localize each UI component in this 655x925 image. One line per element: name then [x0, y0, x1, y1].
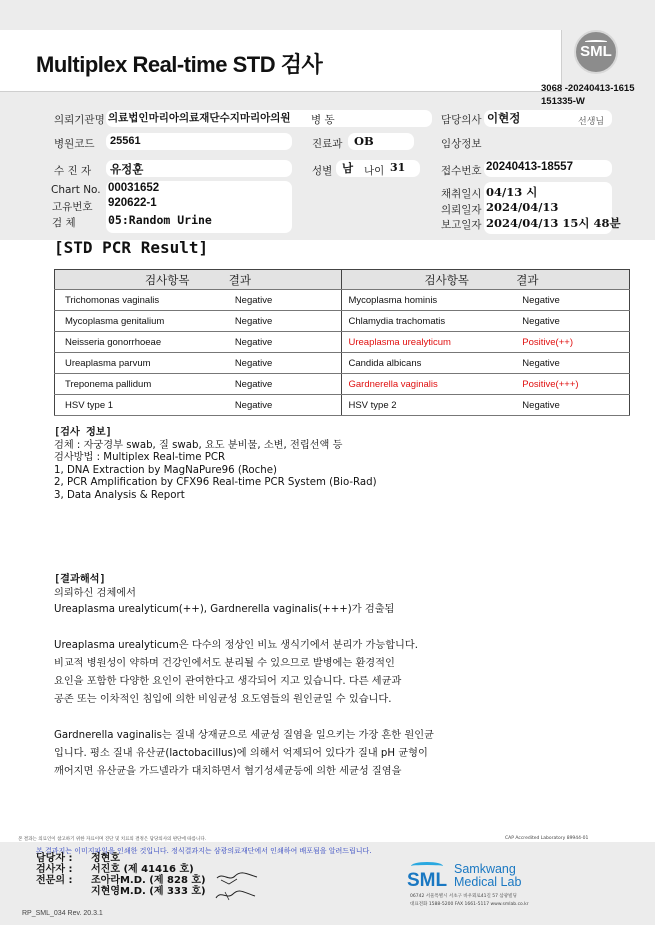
- staff-role: 검사자 :: [36, 864, 73, 875]
- dept-value: OB: [354, 134, 374, 148]
- company-line-2: Medical Lab: [454, 875, 522, 889]
- interpretation-line: 깨어지면 유산균을 가드넬라가 대치하면서 혐기성세균등에 의한 세균성 질염을: [54, 766, 402, 777]
- sml-logo-bottom-icon: [407, 858, 451, 894]
- report-label: 보고일자: [441, 219, 482, 231]
- col-result-left: 결과: [228, 272, 251, 287]
- clinical-info-label: 임상정보: [441, 138, 482, 150]
- address-line-1: 06742 서울특별시 서초구 바우뫼로41길 57 삼광빌딩: [410, 894, 517, 899]
- institution-value: 의료법인마리아의료재단수지마리아의원: [108, 112, 291, 124]
- doctor-suffix: 선생님: [578, 117, 605, 127]
- request-value: 2024/04/13: [486, 200, 559, 214]
- age-label: 나이: [364, 165, 385, 177]
- name-value: 유정훈: [110, 162, 144, 176]
- test-item: Chlamydia trachomatis: [342, 311, 522, 332]
- signature-block: [36, 853, 206, 897]
- test-info-line: 2, PCR Amplification by CFX96 Real-time PCR System (Bio-Rad): [54, 477, 377, 488]
- test-item-positive: Ureaplasma urealyticum: [342, 332, 522, 353]
- table-row: [55, 374, 630, 395]
- document-title: Multiplex Real-time STD 검사: [36, 52, 323, 77]
- unique-id-label: 고유번호: [52, 201, 93, 213]
- test-item: Trichomonas vaginalis: [55, 290, 235, 311]
- request-label: 의뢰일자: [441, 204, 482, 216]
- test-item: HSV type 1: [55, 395, 235, 416]
- address-line-2: 대표전화 1588-5200 FAX 1661-5117 www.smlab.co.kr: [410, 902, 529, 907]
- report-value: 2024/04/13 15시 48분: [486, 216, 621, 230]
- barcode-line-2: 151335-W: [541, 96, 585, 107]
- staff-row: [36, 864, 206, 875]
- institution-label: 의뢰기관명: [54, 114, 105, 126]
- interpretation-block: [54, 573, 614, 781]
- interpretation-line: [54, 619, 614, 637]
- footer-disclaimer: 본 결과는 의료인이 참고하기 위한 자료이며 진단 및 치료의 결정은 담당의사의 판단에 따릅니다.: [18, 837, 207, 842]
- section-title-std-pcr: [STD PCR Result]: [54, 238, 209, 257]
- col-item-right: 검사항목: [424, 272, 469, 287]
- interpretation-line: 의뢰하신 검체에서: [54, 588, 136, 599]
- unique-id-value: 920622-1: [108, 197, 157, 209]
- table-header-row: [55, 270, 630, 290]
- collect-value: 04/13 시: [486, 185, 538, 199]
- sex-label: 성별: [312, 165, 333, 177]
- specimen-value: 05:Random Urine: [108, 213, 212, 227]
- test-item: Mycoplasma hominis: [342, 290, 522, 311]
- logo-text: SML: [580, 43, 612, 60]
- col-item-left: 검사항목: [145, 272, 190, 287]
- interpretation-line: Ureaplasma urealyticum은 다수의 정상인 비뇨 생식기에서 분리가 가능합니다.: [54, 640, 418, 651]
- test-item: Neisseria gonorrhoeae: [55, 332, 235, 353]
- ward-label: 병 동: [311, 114, 335, 126]
- test-result: Negative: [235, 374, 342, 395]
- table-row: [55, 290, 630, 311]
- sml-logo-icon: [574, 30, 618, 74]
- doctor-label: 담당의사: [441, 114, 482, 126]
- table-header-left: [55, 270, 342, 290]
- interpretation-line: [54, 709, 614, 727]
- chart-label: Chart No.: [51, 184, 101, 196]
- test-result: Negative: [235, 353, 342, 374]
- staff-row: [36, 875, 206, 886]
- cap-accreditation: CAP Accredited Laboratory 89944-01: [505, 836, 589, 841]
- test-info-block: [54, 427, 377, 502]
- hospital-code-label: 병원코드: [54, 138, 95, 150]
- table-row: [55, 311, 630, 332]
- test-result: Negative: [522, 353, 629, 374]
- interpretation-line: 비교적 병원성이 약하며 건강인에서도 분리될 수 있으므로 발병에는 환경적인: [54, 658, 395, 669]
- test-result: Negative: [522, 290, 629, 311]
- hospital-code-value: 25561: [110, 135, 141, 147]
- test-info-line: 검사방법 : Multiplex Real-time PCR: [54, 452, 226, 463]
- receipt-label: 접수번호: [441, 165, 482, 177]
- test-result: Negative: [522, 311, 629, 332]
- test-item: Mycoplasma genitalium: [55, 311, 235, 332]
- staff-name: 서진호 (제 41416 호): [91, 864, 194, 875]
- sex-value: 남: [342, 161, 354, 175]
- test-result: Negative: [235, 290, 342, 311]
- handwritten-signature-icon: [213, 868, 263, 904]
- footer-note: 본 결과지는 이미지파일을 인쇄한 것입니다. 정식결과지는 삼광의료재단에서 인쇄하여 배포됨을 알려드립니다.: [36, 847, 372, 855]
- staff-name: 조아라M.D. (제 828 호): [91, 875, 206, 886]
- table-row: [55, 395, 630, 416]
- table-header-right: [342, 270, 630, 290]
- staff-name: 정현호: [91, 853, 120, 864]
- form-code: RP_SML_034 Rev. 20.3.1: [22, 910, 103, 917]
- interpretation-line: 공존 또는 이차적인 침입에 의한 비임균성 요도염들의 원인균일 수 있습니다.: [54, 694, 392, 705]
- doctor-value: 이현정: [487, 111, 521, 125]
- receipt-value: 20240413-18557: [486, 161, 573, 173]
- test-item: HSV type 2: [342, 395, 522, 416]
- barcode-line-1: 3068 -20240413-1615: [541, 83, 635, 94]
- test-item: Candida albicans: [342, 353, 522, 374]
- interpretation-line: Gardnerella vaginalis는 질내 상재균으로 세균성 질염을 일으키는 가장 흔한 원인균: [54, 730, 434, 741]
- results-table: [54, 269, 630, 416]
- interpretation-line: Ureaplasma urealyticum(++), Gardnerella vaginalis(+++)가 검출됨: [54, 604, 395, 615]
- company-address: [410, 893, 529, 909]
- test-info-line: 1, DNA Extraction by MagNaPure96 (Roche): [54, 464, 277, 476]
- test-info-line: 검체 : 자궁경부 swab, 질 swab, 요도 분비물, 소변, 전립선액 등: [54, 439, 343, 451]
- logo-bottom-text: SML: [407, 870, 448, 891]
- table-row: [55, 332, 630, 353]
- staff-row: [36, 853, 206, 864]
- company-line-1: Samkwang: [454, 862, 516, 876]
- interpretation-heading: [결과해석]: [54, 574, 106, 585]
- test-item-positive: Gardnerella vaginalis: [342, 374, 522, 395]
- test-result-positive: Positive(++): [522, 332, 629, 353]
- test-result: Negative: [235, 332, 342, 353]
- test-item: Ureaplasma parvum: [55, 353, 235, 374]
- test-info-line: 3, Data Analysis & Report: [54, 489, 185, 501]
- staff-role: 담당자 :: [36, 853, 73, 864]
- staff-name: 지현영M.D. (제 333 호): [91, 886, 206, 897]
- col-result-right: 결과: [516, 272, 539, 287]
- company-name: [454, 863, 521, 889]
- barcode-id: [541, 82, 635, 108]
- test-result: Negative: [235, 395, 342, 416]
- staff-row: [36, 886, 206, 897]
- name-label: 수 진 자: [54, 165, 92, 177]
- staff-role: 전문의 :: [36, 875, 73, 886]
- dept-label: 진료과: [312, 138, 343, 150]
- chart-value: 00031652: [108, 182, 160, 194]
- test-result: Negative: [235, 311, 342, 332]
- table-row: [55, 353, 630, 374]
- interpretation-line: 요인을 포함한 다양한 요인이 관여한다고 생각되어 지고 있습니다. 다른 세균과: [54, 676, 402, 687]
- interpretation-line: 입니다. 평소 질내 유산균(lactobacillus)에 의해서 억제되어 있다가 질내 pH 균형이: [54, 748, 428, 759]
- test-result: Negative: [522, 395, 629, 416]
- test-info-heading: [검사 정보]: [54, 427, 112, 438]
- collect-label: 채취일시: [441, 188, 482, 200]
- test-result-positive: Positive(+++): [522, 374, 629, 395]
- specimen-label: 검 체: [52, 217, 76, 229]
- age-value: 31: [390, 161, 406, 174]
- test-item: Treponema pallidum: [55, 374, 235, 395]
